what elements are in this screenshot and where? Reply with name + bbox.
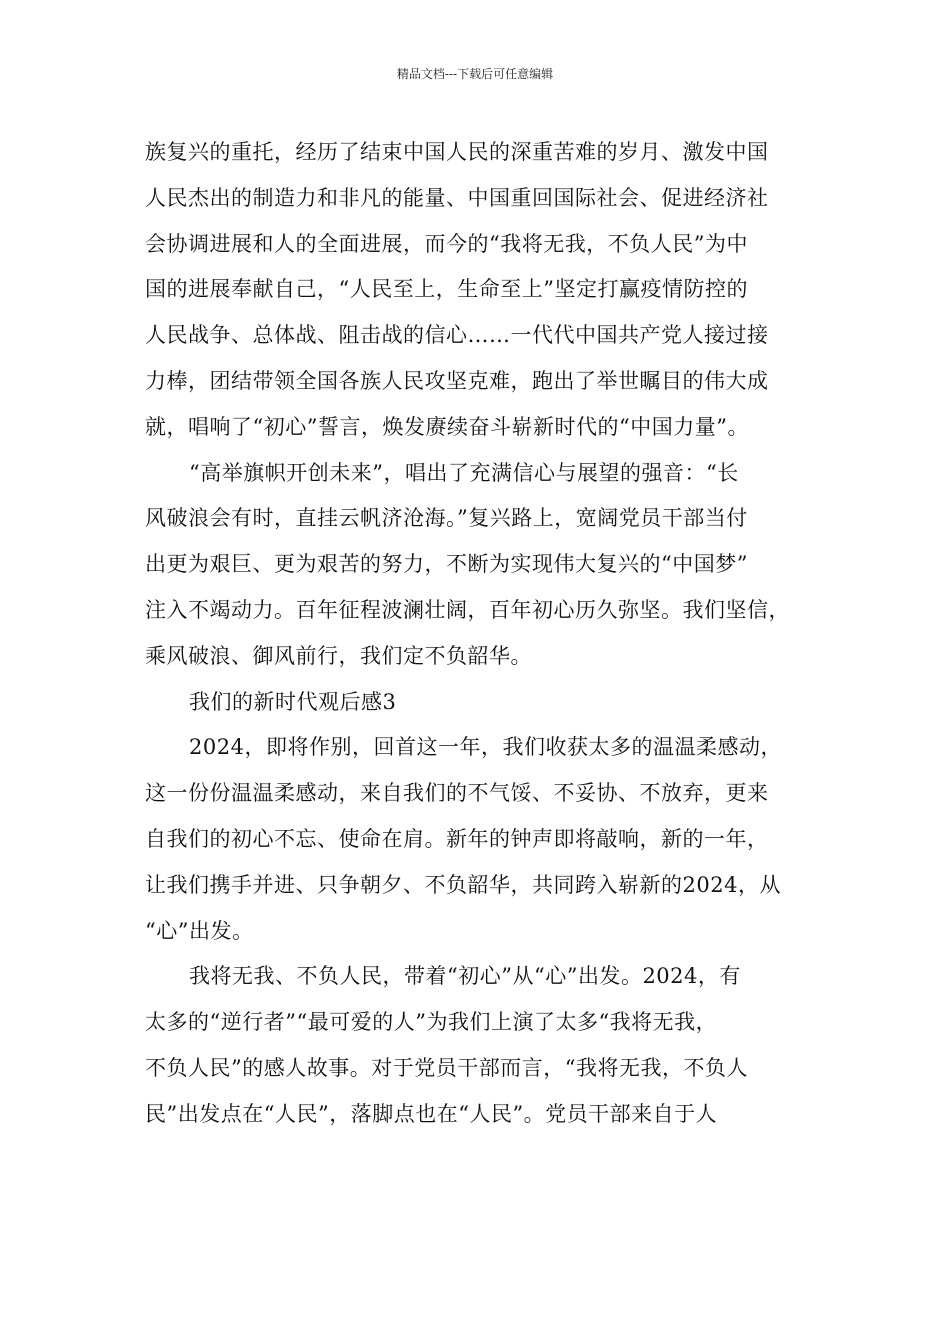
section-heading: 我们的新时代观后感3 <box>189 689 397 714</box>
text-line: 乘风破浪、御风前行，我们定不负韶华。 <box>145 643 532 668</box>
text-line: 这一份份温温柔感动，来自我们的不气馁、不妥协、不放弃，更来 <box>145 781 769 806</box>
text-line: 注入不竭动力。百年征程波澜壮阔，百年初心历久弥坚。我们坚信， <box>145 597 790 622</box>
text-line: 让我们携手并进、只争朝夕、不负韶华，共同跨入崭新的2024，从 <box>145 872 781 897</box>
text-line: 出更为艰巨、更为艰苦的努力，不断为实现伟大复兴的“中国梦” <box>145 552 748 577</box>
text-line: 我将无我、不负人民，带着“初心”从“心”出发。2024，有 <box>189 964 741 989</box>
text-line: 人民战争、总体战、阻击战的信心……一代代中国共产党人接过接 <box>145 323 769 348</box>
text-line: 风破浪会有时，直挂云帆济沧海。”复兴路上，宽阔党员干部当付 <box>145 506 748 531</box>
page-header: 精品文档---下载后可任意编辑 <box>396 67 554 81</box>
text-line: 太多的“逆行者”“最可爱的人”为我们上演了太多“我将无我， <box>145 1010 718 1035</box>
text-line: 自我们的初心不忘、使命在肩。新年的钟声即将敲响，新的一年， <box>145 826 769 851</box>
text-line: 族复兴的重托，经历了结束中国人民的深重苦难的岁月、激发中国 <box>145 140 769 164</box>
text-line: 国的进展奉献自己，“人民至上，生命至上”坚定打赢疫情防控的 <box>145 277 748 302</box>
text-line: 力棒，团结带领全国各族人民攻坚克难，跑出了举世瞩目的伟大成 <box>145 368 769 393</box>
text-line: 就，唱响了“初心”誓言，焕发赓续奋斗崭新时代的“中国力量”。 <box>145 414 749 439</box>
document-body <box>145 130 825 1138</box>
text-line: 民”出发点在“人民”，落脚点也在“人民”。党员干部来自于人 <box>145 1101 718 1126</box>
text-line: “高举旗帜开创未来”，唱出了充满信心与展望的强音：“长 <box>189 460 739 485</box>
text-line: “心”出发。 <box>145 918 254 943</box>
text-line: 不负人民”的感人故事。对于党员干部而言，“我将无我，不负人 <box>145 1055 748 1080</box>
text-line: 2024，即将作别，回首这一年，我们收获太多的温温柔感动， <box>189 735 782 760</box>
text-line: 人民杰出的制造力和非凡的能量、中国重回国际社会、促进经济社 <box>145 185 769 210</box>
text-line: 会协调进展和人的全面进展，而今的“我将无我，不负人民”为中 <box>145 231 748 256</box>
